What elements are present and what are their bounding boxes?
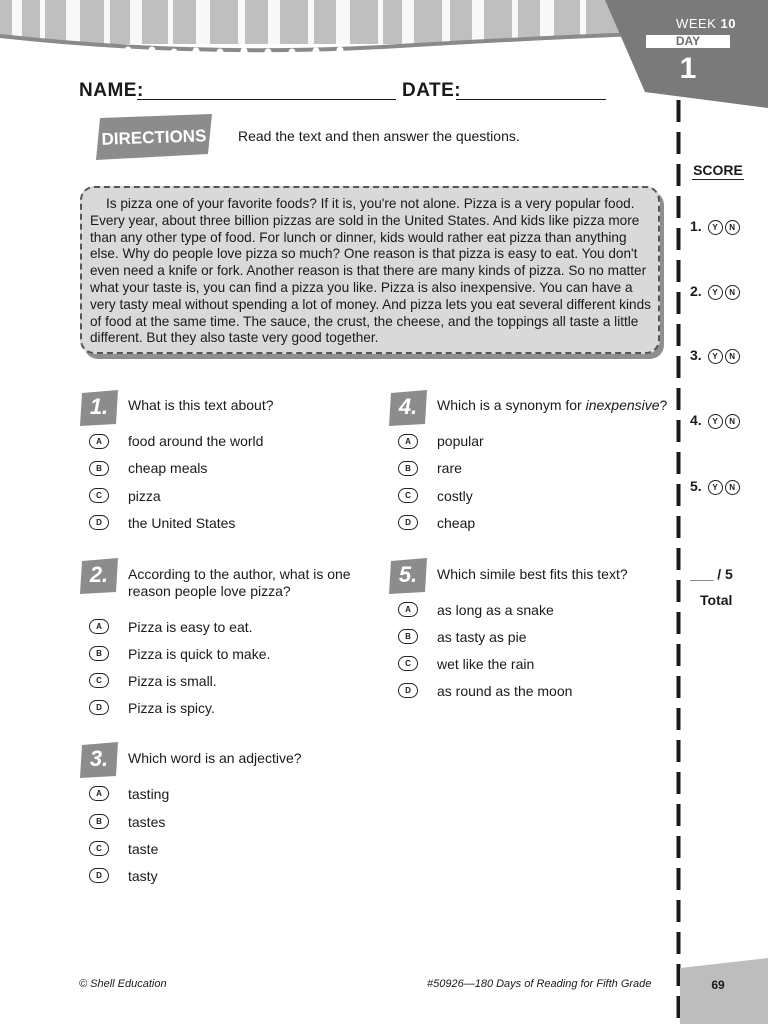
score-1-yes[interactable]: Y — [708, 220, 723, 235]
score-4-no[interactable]: N — [725, 414, 740, 429]
q3-bubble-a[interactable]: A — [89, 786, 109, 801]
q2-option-a: Pizza is easy to eat. — [128, 619, 253, 635]
footer-publisher: © Shell Education — [79, 978, 167, 990]
q1-option-b: cheap meals — [128, 460, 208, 476]
q2-bubble-d[interactable]: D — [89, 700, 109, 715]
score-3-yes[interactable]: Y — [708, 349, 723, 364]
q5-option-b: as tasty as pie — [437, 629, 527, 645]
q3-bubble-c[interactable]: C — [89, 841, 109, 856]
q4-option-d: cheap — [437, 515, 476, 531]
score-2-yes[interactable]: Y — [708, 285, 723, 300]
directions-badge — [96, 114, 216, 160]
q4-bubble-d[interactable]: D — [398, 515, 418, 530]
q3-bubble-d[interactable]: D — [89, 868, 109, 883]
date-label: DATE: — [402, 80, 462, 101]
q2-option-c: Pizza is small. — [128, 673, 217, 689]
q1-bubble-a[interactable]: A — [89, 434, 109, 449]
directions-text: Read the text and then answer the questions. — [238, 128, 520, 144]
page-number: 69 — [711, 978, 725, 992]
q5-bubble-d[interactable]: D — [398, 683, 418, 698]
q1-option-d: the United States — [128, 515, 236, 531]
name-field[interactable] — [137, 99, 396, 100]
question-3-text: Which word is an adjective? — [128, 750, 302, 766]
q4-bubble-b[interactable]: B — [398, 461, 418, 476]
score-divider — [676, 100, 681, 1024]
q3-option-c: taste — [128, 841, 159, 857]
question-1-number: 1. — [89, 394, 109, 419]
question-4-number: 4. — [398, 394, 418, 419]
q2-bubble-b[interactable]: B — [89, 646, 109, 661]
score-label: SCORE — [693, 162, 743, 178]
q5-option-c: wet like the rain — [437, 656, 535, 672]
question-1-text: What is this text about? — [128, 397, 274, 413]
total-score-field[interactable]: ___ / 5 — [690, 566, 733, 582]
q1-option-a: food around the world — [128, 433, 264, 449]
q5-bubble-a[interactable]: A — [398, 602, 418, 617]
day-label: DAY — [675, 34, 701, 48]
q2-bubble-c[interactable]: C — [89, 673, 109, 688]
score-5-yes[interactable]: Y — [708, 480, 723, 495]
score-4-yes[interactable]: Y — [708, 414, 723, 429]
footer-book-title: #50926—180 Days of Reading for Fifth Grade — [427, 978, 652, 990]
question-2-number: 2. — [89, 562, 109, 587]
score-1-no[interactable]: N — [725, 220, 740, 235]
score-item-1: 1. Y N — [690, 218, 740, 235]
q4-option-a: popular — [437, 433, 484, 449]
q2-option-b: Pizza is quick to make. — [128, 646, 271, 662]
q4-bubble-c[interactable]: C — [398, 488, 418, 503]
date-field[interactable] — [456, 99, 606, 100]
q5-option-d: as round as the moon — [437, 683, 573, 699]
total-label: Total — [700, 592, 733, 608]
score-2-no[interactable]: N — [725, 285, 740, 300]
q2-option-d: Pizza is spicy. — [128, 700, 215, 716]
passage-text: Is pizza one of your favorite foods? If it is, you're not alone. Pizza is a very popular food. Every year, about three billion pizzas are sold in the United States. And kids like pizza more than any other type of food. For lunch or dinner, kids would rather eat pizza than anything else. Why do people love pizza so much? One reason is that pizza is easy to eat. You don't even need a knife or fork. Another reason is that there are many kinds of pizza. So no matter what your taste is, you can find a pizza you like. Pizza is also inexpensive. You can have a very tasty meal without spending a lot of money. And pizza lets you eat several different kinds of food at the same time. The sauce, the crust, the cheese, and the toppings all taste a little different. But they also taste very good together. — [90, 196, 651, 346]
q5-bubble-c[interactable]: C — [398, 656, 418, 671]
q5-option-a: as long as a snake — [437, 602, 554, 618]
score-item-5: 5. Y N — [690, 478, 740, 495]
score-3-no[interactable]: N — [725, 349, 740, 364]
q5-bubble-b[interactable]: B — [398, 629, 418, 644]
q4-option-b: rare — [437, 460, 462, 476]
question-2-text-line2: reason people love pizza? — [128, 583, 291, 599]
q3-option-b: tastes — [128, 814, 166, 830]
score-5-no[interactable]: N — [725, 480, 740, 495]
question-4-text: Which is a synonym for inexpensive? — [437, 397, 668, 413]
q1-bubble-d[interactable]: D — [89, 515, 109, 530]
q3-bubble-b[interactable]: B — [89, 814, 109, 829]
day-number: 1 — [679, 52, 697, 85]
name-label: NAME: — [79, 80, 144, 101]
question-5-number: 5. — [398, 562, 418, 587]
score-item-3: 3. Y N — [690, 347, 740, 364]
week-label: WEEK 10 — [676, 16, 736, 31]
question-3-number: 3. — [89, 746, 109, 771]
q4-option-c: costly — [437, 488, 473, 504]
q3-option-a: tasting — [128, 786, 170, 802]
q4-bubble-a[interactable]: A — [398, 434, 418, 449]
question-2-text-line1: According to the author, what is one — [128, 566, 351, 582]
score-item-2: 2. Y N — [690, 283, 740, 300]
q1-bubble-c[interactable]: C — [89, 488, 109, 503]
score-item-4: 4. Y N — [690, 412, 740, 429]
directions-badge-text: DIRECTIONS — [101, 126, 207, 149]
q1-option-c: pizza — [128, 488, 161, 504]
q2-bubble-a[interactable]: A — [89, 619, 109, 634]
q1-bubble-b[interactable]: B — [89, 461, 109, 476]
q3-option-d: tasty — [128, 868, 158, 884]
question-5-text: Which simile best fits this text? — [437, 566, 628, 582]
